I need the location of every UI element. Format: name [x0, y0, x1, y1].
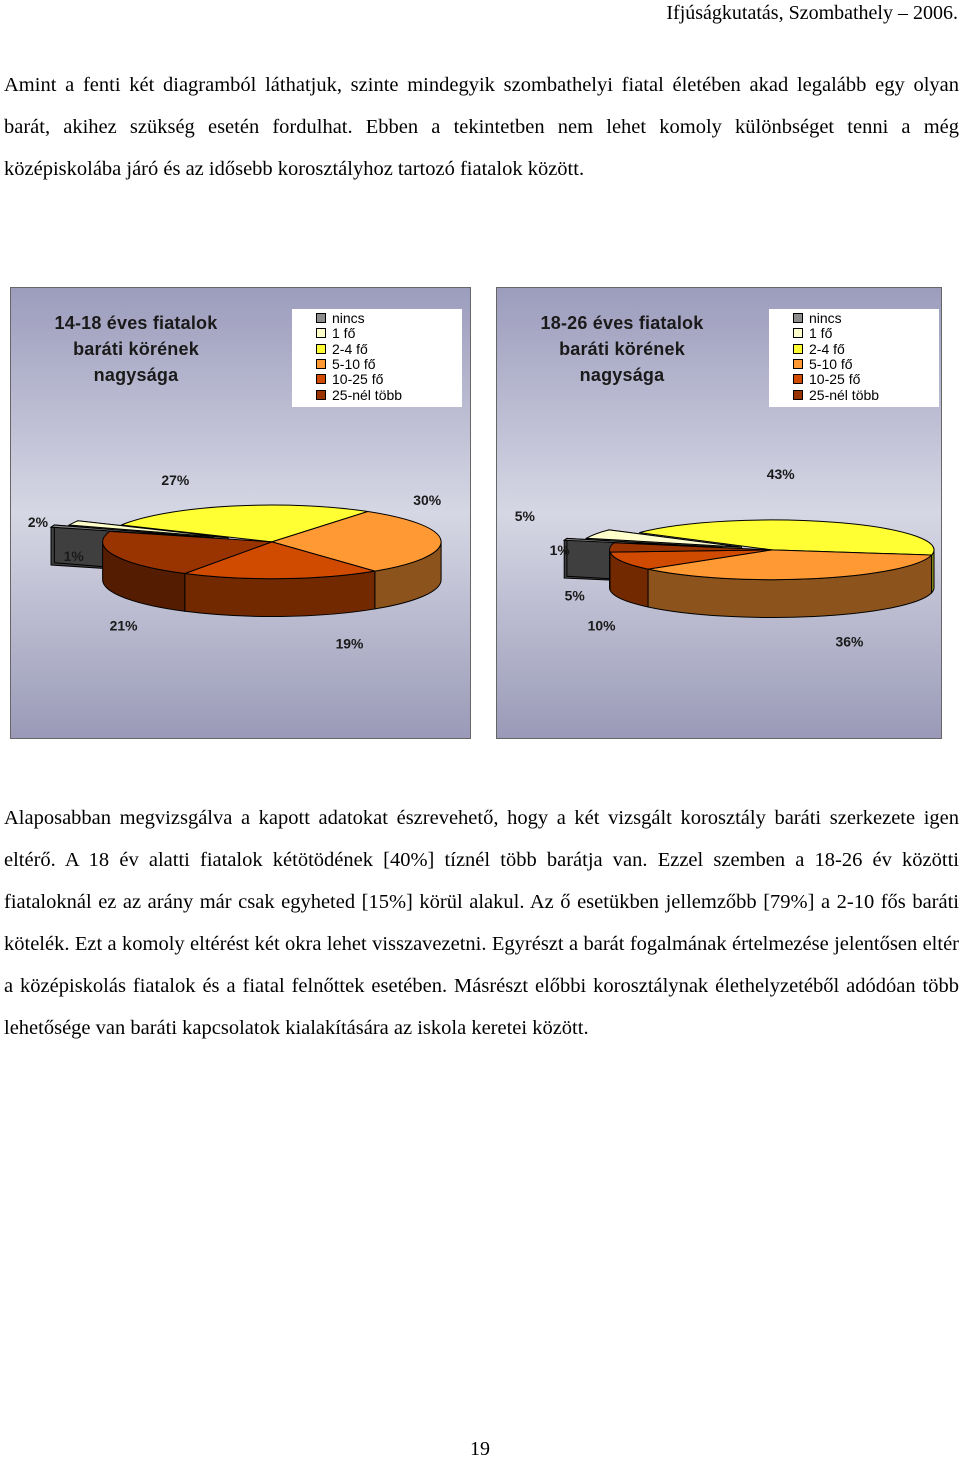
pie-chart-14-18 [10, 287, 471, 739]
legend-label: 1 fő [332, 325, 355, 341]
chart-title-line: baráti körének [527, 336, 717, 362]
legend-label: 5-10 fő [332, 356, 376, 372]
pie-data-label: 21% [110, 617, 138, 633]
running-header: Ifjúságkutatás, Szombathely – 2006. [666, 2, 958, 25]
chart-title-line: nagysága [41, 362, 231, 388]
legend-label: 10-25 fő [809, 371, 860, 387]
legend-label: 25-nél több [809, 387, 879, 403]
pie-chart-18-26 [496, 287, 942, 739]
legend-label: nincs [809, 310, 842, 326]
legend-label: 25-nél több [332, 387, 402, 403]
pie-data-label: 10% [588, 617, 616, 633]
pie-data-label: 36% [835, 633, 863, 649]
pie-data-label: 5% [515, 508, 536, 524]
legend-label: 2-4 fő [809, 341, 845, 357]
legend-label: 1 fő [809, 325, 832, 341]
pie-data-label: 19% [336, 635, 364, 651]
pie-data-label: 27% [161, 472, 189, 488]
legend-label: nincs [332, 310, 365, 326]
pie-data-label: 5% [565, 588, 586, 604]
pie-data-label: 1% [64, 548, 85, 564]
pie-data-label: 43% [767, 466, 795, 482]
pie-data-label: 30% [413, 492, 441, 508]
pie-plot [497, 288, 941, 738]
page-number: 19 [0, 1438, 960, 1461]
pie-data-label: 1% [550, 542, 571, 558]
chart-title-line: 14-18 éves fiatalok [41, 310, 231, 336]
chart-title-line: nagysága [527, 362, 717, 388]
chart-title-line: baráti körének [41, 336, 231, 362]
legend-label: 5-10 fő [809, 356, 853, 372]
pie-data-label: 2% [28, 514, 49, 530]
paragraph-intro: Amint a fenti két diagramból láthatjuk, szinte mindegyik szombathelyi fiatal életében akad legalább egy olyan barát, akihez szükség esetén fordulhat. Ebben a tekintetben nem lehet komoly különbséget tenni a még középiskolába járó és az idősebb korosztályhoz tartozó fiatalok között. [4, 64, 959, 190]
legend-label: 10-25 fő [332, 371, 383, 387]
legend-label: 2-4 fő [332, 341, 368, 357]
pie-plot [11, 288, 470, 738]
paragraph-analysis: Alaposabban megvizsgálva a kapott adatokat észrevehető, hogy a két vizsgált korosztály baráti szerkezete igen eltérő. A 18 év alatti fiatalok kétötödének [40%] tíznél több barátja van. Ezzel szemben a 18-26 év közötti fiataloknál ez az arány már csak egyheted [15%] körül alakul. Az ő esetükben jellemzőbb [79%] a 2-10 fős baráti kötelék. Ezt a komoly eltérést két okra lehet visszavezetni. Egyrészt a barát fogalmának értelmezése jelentősen eltér a középiskolás fiatalok és a fiatal felnőttek esetében. Másrészt előbbi korosztálynak élethelyzetéből adódóan több lehetősége van baráti kapcsolatok kialakítására az iskola keretei között. [4, 797, 959, 1049]
chart-title-line: 18-26 éves fiatalok [527, 310, 717, 336]
